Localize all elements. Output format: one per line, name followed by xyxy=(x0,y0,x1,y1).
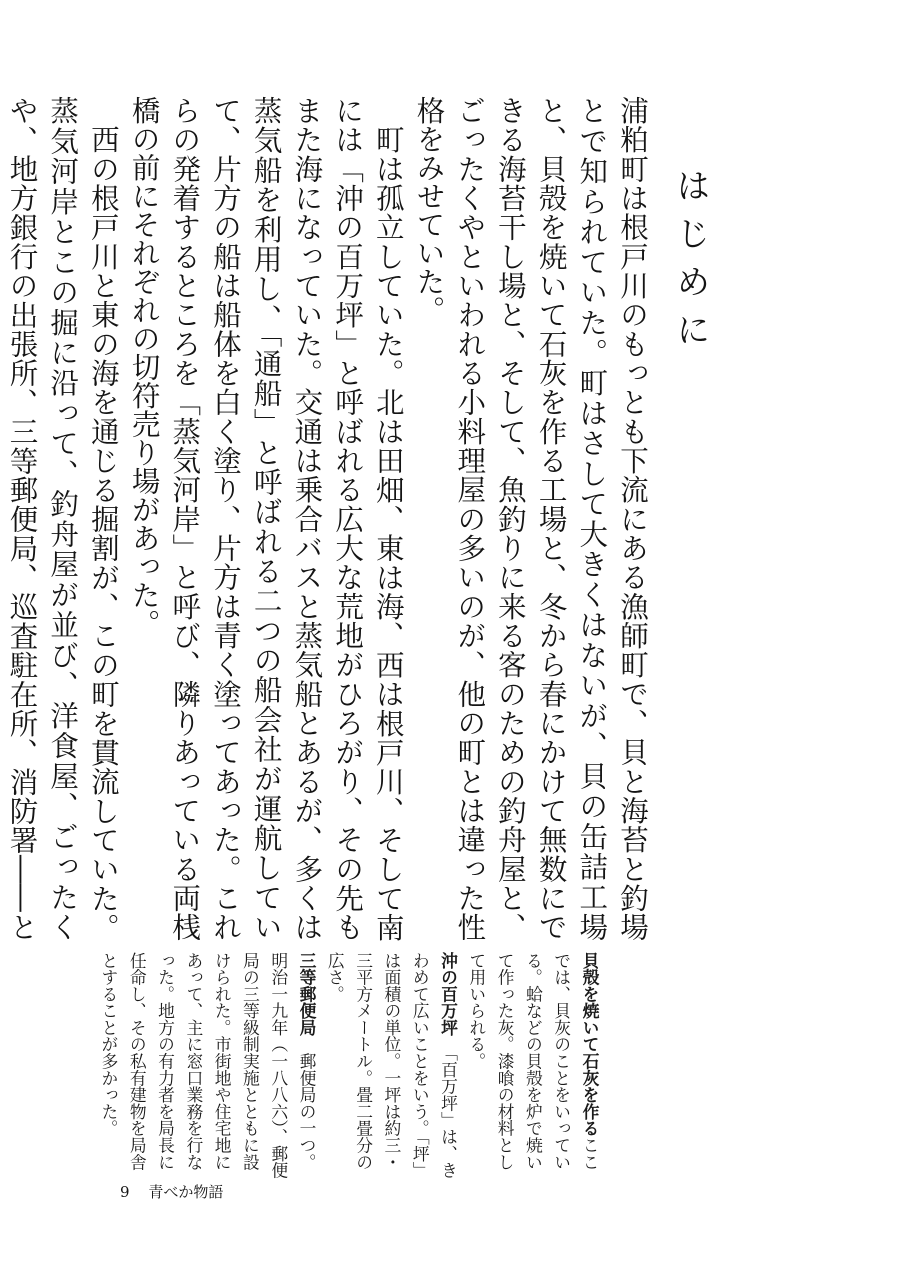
annotation-notes xyxy=(92,952,604,1182)
note-text: 郵便局の一つ。明治一九年（一八八六）、郵便局の三等級制実施とともに設けられた。市街地や住宅地にあって、主に窓口業務を行なった。地方の有力者を局長に任命し、その私有建物を局舎とすることが多かった。 xyxy=(98,952,318,1179)
note-term: 貝殻を焼いて石灰を作る xyxy=(580,952,600,1137)
note-2 xyxy=(321,952,462,1182)
note-term: 沖の百万坪 xyxy=(438,952,459,1036)
note-1 xyxy=(463,952,604,1182)
page-number: 9 xyxy=(120,1183,130,1201)
main-body-text xyxy=(5,96,652,941)
book-title: 青べか物語 xyxy=(148,1183,224,1201)
note-3 xyxy=(95,952,321,1182)
note-text: 「百万坪」は、きわめて広いことをいう。「坪」は面積の単位。一坪は約三・三平方メートル。畳二畳分の広さ。 xyxy=(325,952,459,1179)
note-term: 三等郵便局 xyxy=(297,952,318,1036)
page-footer xyxy=(120,1180,223,1204)
paragraph-1: 浦粕町は根戸川のもっとも下流にある漁師町で、貝と海苔と釣場とで知られていた。町はさして大きくはないが、貝の缶詰工場と、貝殻を焼いて石灰を作る工場と、冬から春にかけて無数にできる海苔干し場と、そして、魚釣りに来る客のための釣舟屋と、ごったくやといわれる小料理屋の多いのが、他の町とは違った性格をみせていた。 xyxy=(412,96,649,941)
chapter-title: はじめに xyxy=(670,168,710,360)
paragraph-3: 西の根戸川と東の海を通じる掘割が、この町を貫流していた。蒸気河岸とこの掘に沿って、釣舟屋が並び、洋食屋、ごったくや、地方銀行の出張所、三等郵便局、巡査駐在所、消防署――と xyxy=(5,96,120,941)
note-text: ここでは、貝灰のことをいっている。蛤などの貝殻を炉で焼いて作った灰。漆喰の材料として用いられる。 xyxy=(466,952,600,1171)
paragraph-2: 町は孤立していた。北は田畑、東は海、西は根戸川、そして南には「沖の百万坪」と呼ばれる広大な荒地がひろがり、その先もまた海になっていた。交通は乗合バスと蒸気船とあるが、多くは蒸気船を利用し、「通船」と呼ばれる二つの船会社が運航していて、片方の船は船体を白く塗り、片方は青く塗ってあった。これらの発着するところを「蒸気河岸」と呼び、隣りあっている両桟橋の前にそれぞれの切符売り場があった。 xyxy=(127,96,405,941)
